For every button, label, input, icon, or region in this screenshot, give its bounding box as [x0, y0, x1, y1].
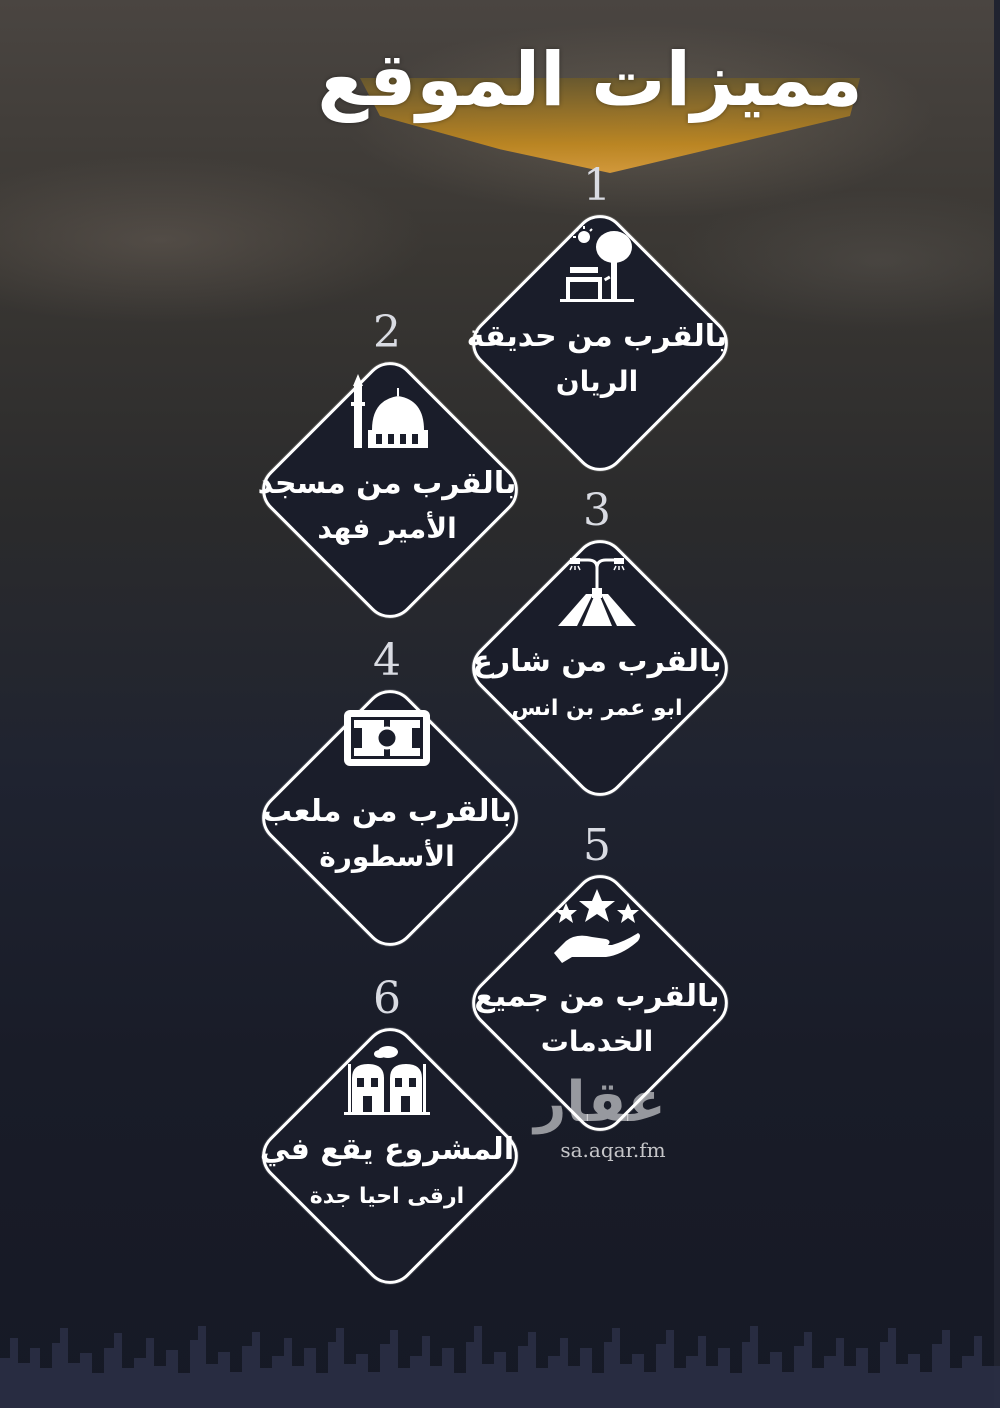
feature-title: بالقرب من ملعب — [261, 794, 513, 829]
page-title: مميزات الموقع — [317, 37, 863, 123]
feature-title: بالقرب من حديقة — [466, 319, 728, 354]
feature-number: 4 — [373, 635, 401, 686]
side-strip — [994, 0, 1000, 1408]
aqar-logo-watermark: عقار — [534, 1070, 666, 1135]
feature-title: بالقرب من جميع — [474, 979, 720, 1014]
feature-subtitle: الأسطورة — [319, 840, 455, 873]
feature-card-6 — [252, 973, 522, 1288]
feature-title: بالقرب من مسجد — [257, 466, 517, 501]
feature-title: المشروع يقع في — [259, 1132, 515, 1167]
feature-number: 6 — [373, 973, 401, 1024]
feature-title: بالقرب من شارع — [472, 644, 722, 679]
decorative-skyline-pattern — [0, 1318, 1000, 1408]
houses-icon — [342, 1038, 432, 1116]
feature-subtitle: الخدمات — [540, 1025, 654, 1058]
stars-hand-icon — [552, 885, 642, 963]
feature-number: 2 — [373, 307, 401, 358]
feature-number: 1 — [583, 160, 611, 211]
aqar-url-watermark: sa.aqar.fm — [560, 1138, 666, 1162]
mosque-icon — [342, 372, 432, 450]
football-field-icon — [342, 700, 432, 778]
park-bench-tree-icon — [552, 225, 642, 303]
feature-number: 5 — [583, 820, 611, 871]
feature-subtitle: الريان — [555, 365, 639, 398]
feature-subtitle: الأمير فهد — [317, 512, 457, 545]
road-streetlight-icon — [552, 550, 642, 628]
feature-subtitle: ابو عمر بن انس — [511, 696, 683, 721]
feature-number: 3 — [583, 485, 611, 536]
feature-subtitle: ارقى احيا جدة — [309, 1184, 465, 1209]
